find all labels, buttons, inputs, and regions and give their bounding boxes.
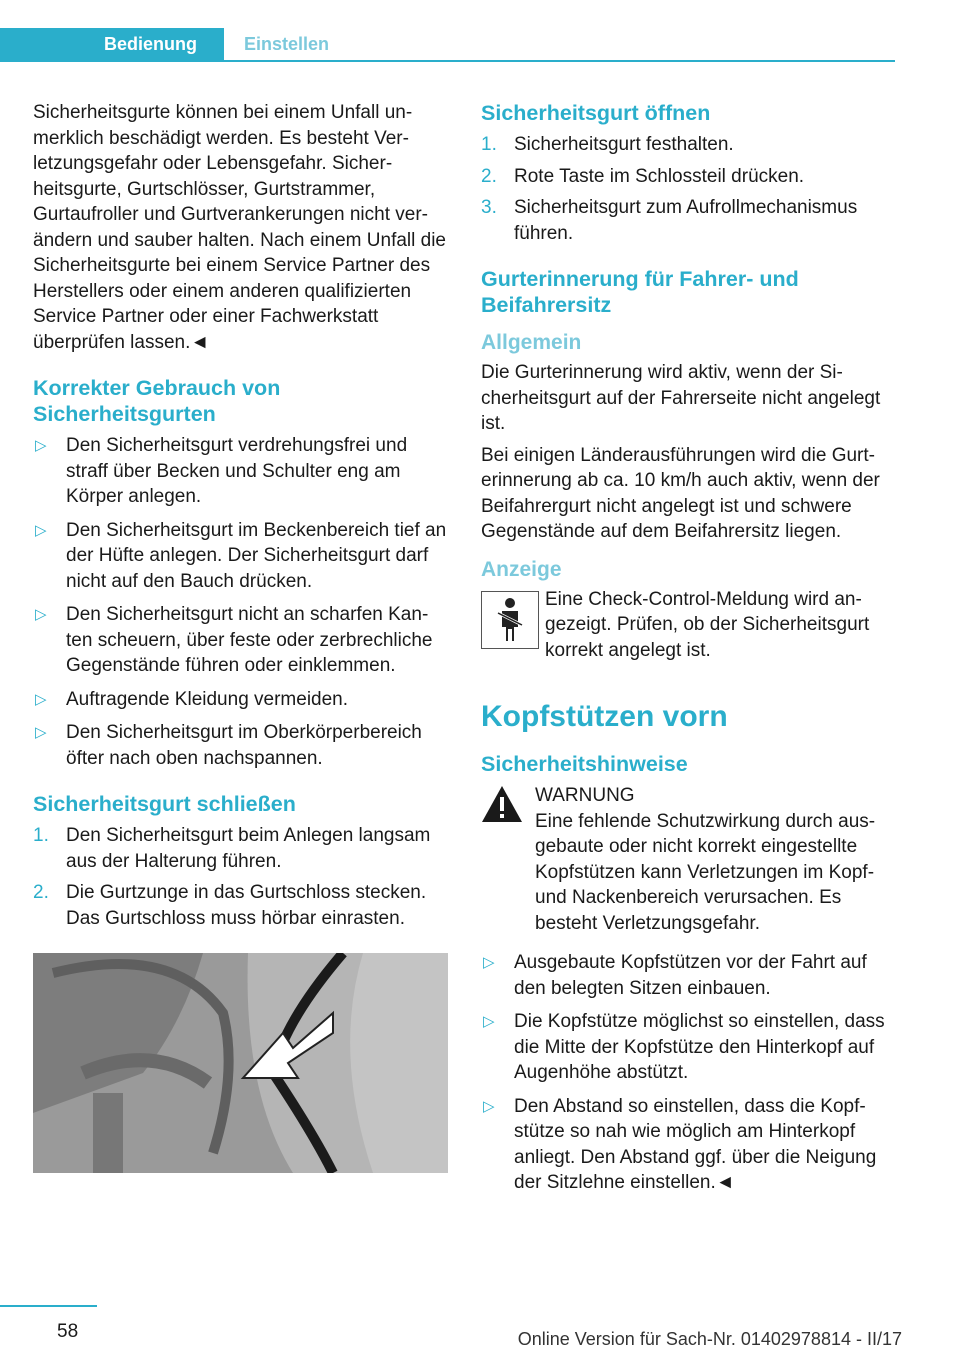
left-column [33, 100, 448, 1173]
right-column [481, 100, 899, 1204]
heading-oeffnen: Sicherheitsgurt öffnen [481, 101, 711, 125]
allgemein-paragraph-2: Bei einigen Länderausführungen wird die Gurterinnerung ab ca. 10 km/h auch aktiv, wenn der Beifahrergurt nicht angelegt ist und schwere Gegenstände auf dem Beifahrersitz liegen. [481, 444, 880, 542]
list-item: ▷ Den Sicherheitsgurt im Beckenbereich tief an der Hüfte anlegen. Der Sicherheitsgurt darf nicht auf den Bauch drücken. [35, 519, 447, 592]
list-item: 3. Sicherheitsgurt zum Aufrollmechanismus führen. [481, 197, 858, 244]
heading-anzeige: Anzeige [481, 557, 562, 581]
bullet-triangle-icon: ▷ [35, 606, 47, 623]
heading-korrekter-gebrauch: Korrekter Gebrauch von Sicherheitsgurten [33, 376, 281, 426]
warning-block [481, 783, 899, 942]
list-item: ▷ Auftragende Kleidung vermeiden. [33, 687, 448, 713]
seatbelt-photo [33, 953, 448, 1173]
bullet-triangle-icon: ▷ [35, 690, 47, 708]
warning-label: WARNUNG [535, 785, 635, 806]
intro-paragraph: Sicherheitsgurte können bei einem Unfall unmerklich beschädigt werden. Es besteht Verletzungsgefahr oder Lebensgefahr. Sicherheitsgurte, Gurtschlösser, Gurtstrammer, Gurtaufroller und Gurtverankerungen nicht verändern und sauber halten. Nach einem Unfall die Sicherheitsgurte bei einem Service Partner des Herstellers oder einem anderen qualifizierten Service Partner oder einer Fachwerkstatt überprüfen lassen.◄ [33, 102, 446, 353]
list-item: 1. Den Sicherheitsgurt beim Anlegen langsam aus der Halterung führen. [33, 825, 431, 872]
bullet-triangle-icon: ▷ [35, 724, 47, 741]
list-item: ▷ Den Sicherheitsgurt verdrehungsfrei und straff über Becken und Schulter eng am Körper anlegen. [35, 435, 408, 507]
heading-schliessen: Sicherheitsgurt schließen [33, 792, 296, 816]
list-item: 1. Sicherheitsgurt festhalten. [481, 134, 734, 155]
heading-sicherheitshinweise: Sicherheitshinweise [481, 752, 688, 776]
list-item: ▷ Ausgebaute Kopfstützen vor der Fahrt auf den belegten Sitzen einbauen. [483, 952, 867, 999]
bullet-triangle-icon: ▷ [35, 437, 47, 454]
anzeige-text: Eine Check-Control-Meldung wird angezeigt. Prüfen, ob der Sicherheitsgurt korrekt angelegt ist. [545, 588, 870, 661]
list-item: ▷ Die Kopfstütze möglichst so einstellen, dass die Mitte der Kopfstütze den Hinterkopf auf Augenhöhe abstützt. [483, 1011, 885, 1083]
bullet-triangle-icon: ▷ [483, 1013, 495, 1030]
bullet-triangle-icon: ▷ [483, 1097, 495, 1115]
tab-einstellen[interactable]: Einstellen [244, 34, 330, 54]
open-steps-list [481, 132, 899, 246]
usage-bullet-list [33, 433, 448, 771]
warning-text: Eine fehlende Schutzwirkung durch ausgebaute oder nicht korrekt eingestellte Kopfstützen kann Verletzungen im Kopf- und Nackenbereich verursachen. Es besteht Verletzungsgefahr. [535, 810, 876, 934]
headrest-bullet-list [481, 950, 899, 1196]
online-version-text: Online Version für Sach-Nr. 01402978814 - II/17 [517, 1329, 902, 1349]
footer-divider [0, 1305, 97, 1307]
list-item: ▷ Den Abstand so einstellen, dass die Kopfstütze so nah wie möglich am Hinterkopf anliegt. Den Abstand ggf. über die Neigung der Sitzlehne einstellen.◄ [483, 1095, 877, 1193]
close-steps-list [33, 823, 448, 931]
list-item: 2. Rote Taste im Schlossteil drücken. [481, 165, 805, 187]
list-item: 2. Die Gurtzunge in das Gurtschloss stecken. Das Gurtschloss muss hörbar einrasten. [33, 882, 427, 929]
warning-triangle-icon [481, 785, 523, 823]
bullet-triangle-icon: ▷ [35, 521, 47, 539]
list-item: ▷ Den Sicherheitsgurt im Oberkörperbereich öfter nach oben nachspannen. [35, 722, 422, 769]
tab-bedienung[interactable]: Bedienung [0, 28, 224, 60]
heading-allgemein: Allgemein [481, 331, 582, 354]
list-item: ▷ Den Sicherheitsgurt nicht an scharfen Kanten scheuern, über feste oder zerbrechliche Gegenstände führen oder einklemmen. [35, 604, 433, 676]
seatbelt-icon [481, 591, 539, 649]
seat-illustration [33, 953, 448, 1173]
header-divider [0, 60, 895, 62]
heading-kopfstuetzen: Kopfstützen vorn [481, 700, 728, 733]
header-tabbar [0, 28, 895, 62]
page-number: 58 [57, 1321, 79, 1342]
heading-gurterinnerung: Gurterinnerung für Fahrer- und Beifahrersitz [481, 267, 799, 317]
allgemein-paragraph-1: Die Gurterinnerung wird aktiv, wenn der Sicherheitsgurt auf der Fahrerseite nicht angelegt ist. [481, 362, 881, 434]
bullet-triangle-icon: ▷ [483, 954, 495, 971]
